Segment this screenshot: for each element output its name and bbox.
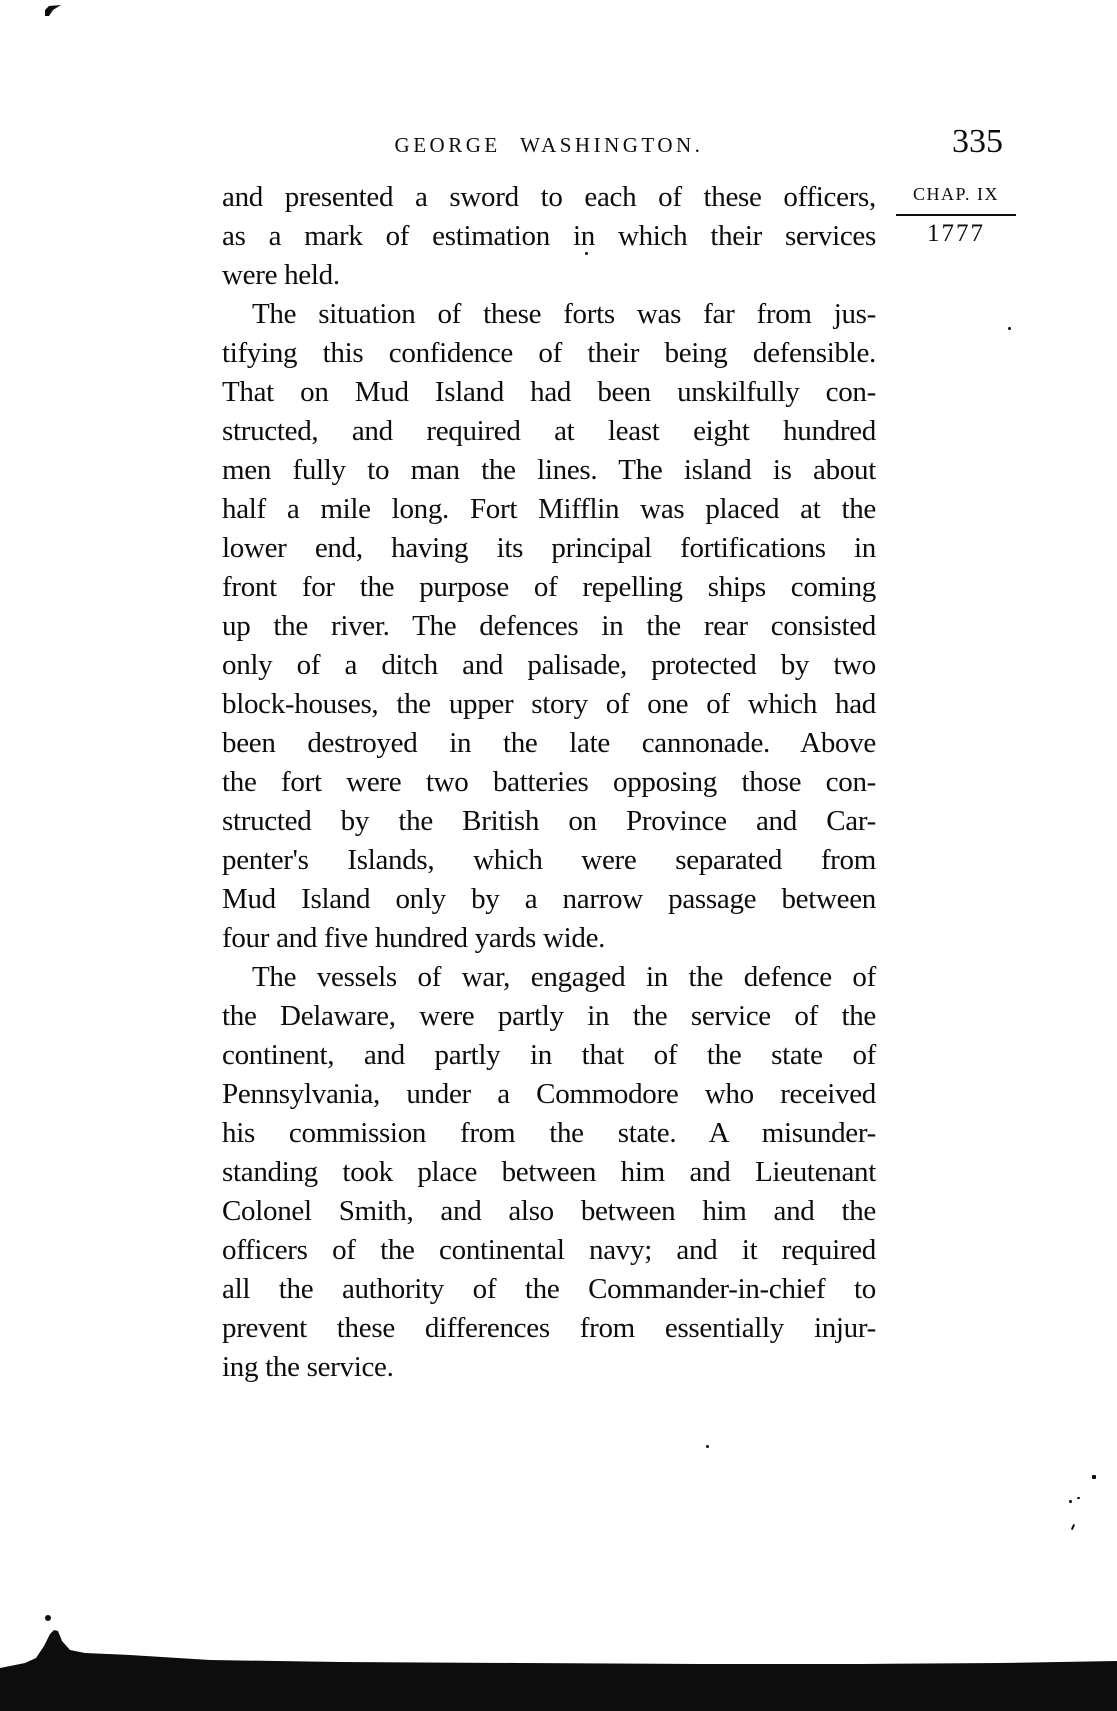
- chapter-label: CHAP. IX: [912, 184, 999, 204]
- paragraph: [222, 958, 876, 1387]
- text-line: as a mark of estimation in which their services: [222, 220, 876, 252]
- page-number: 335: [952, 123, 1003, 160]
- text-line: standing took place between him and Lieutenant: [222, 1156, 876, 1188]
- paragraph: [222, 178, 876, 295]
- paragraph: [222, 295, 876, 958]
- text-line: only of a ditch and palisade, protected by two: [222, 649, 876, 681]
- text-line: all the authority of the Commander-in-chief to: [222, 1273, 876, 1305]
- text-line: structed by the British on Province and Car-: [222, 805, 876, 837]
- ink-speck: [1071, 1524, 1075, 1530]
- running-header: GEORGE WASHINGTON.: [394, 133, 704, 157]
- text-line: front for the purpose of repelling ships coming: [222, 571, 876, 603]
- text-line: The vessels of war, engaged in the defence of: [252, 961, 876, 993]
- text-line: structed, and required at least eight hundred: [222, 415, 876, 447]
- ink-speck: [585, 252, 588, 255]
- margin-rule: [896, 214, 1016, 216]
- body-text: [222, 178, 876, 1387]
- text-line: prevent these differences from essentially injur-: [222, 1312, 876, 1344]
- scan-bottom-artifact: [0, 1611, 1117, 1711]
- text-line: lower end, having its principal fortifications in: [222, 532, 876, 564]
- text-line: That on Mud Island had been unskilfully con-: [222, 376, 876, 408]
- ink-speck: [1069, 1500, 1072, 1503]
- text-line: the fort were two batteries opposing those con-: [222, 766, 876, 798]
- text-line: tifying this confidence of their being defensible.: [222, 337, 876, 369]
- ink-speck: [706, 1445, 709, 1448]
- text-line: officers of the continental navy; and it required: [222, 1234, 876, 1266]
- text-line: Mud Island only by a narrow passage between: [222, 883, 876, 915]
- ink-speck: [1077, 1497, 1080, 1499]
- ink-speck: [1092, 1475, 1096, 1479]
- text-line: The situation of these forts was far from jus-: [252, 298, 876, 330]
- text-line: continent, and partly in that of the state of: [222, 1039, 876, 1071]
- text-line: his commission from the state. A misunder-: [222, 1117, 876, 1149]
- text-line: up the river. The defences in the rear consisted: [222, 610, 876, 642]
- ink-speck: [1008, 327, 1011, 330]
- text-line: ing the service.: [222, 1351, 394, 1383]
- text-line: half a mile long. Fort Mifflin was placed at the: [222, 493, 876, 525]
- text-line: four and five hundred yards wide.: [222, 922, 606, 954]
- text-line: been destroyed in the late cannonade. Above: [222, 727, 876, 759]
- text-line: and presented a sword to each of these officers,: [222, 181, 876, 213]
- text-line: the Delaware, were partly in the service of the: [222, 1000, 876, 1032]
- text-line: block-houses, the upper story of one of which had: [222, 688, 876, 720]
- scan-corner-mark-icon: [40, 2, 66, 20]
- text-line: Pennsylvania, under a Commodore who received: [222, 1078, 876, 1110]
- text-line: men fully to man the lines. The island is about: [222, 454, 876, 486]
- text-line: penter's Islands, which were separated from: [222, 844, 876, 876]
- text-line: were held.: [222, 259, 340, 291]
- year-label: 1777: [927, 220, 985, 247]
- text-line: Colonel Smith, and also between him and the: [222, 1195, 876, 1227]
- margin-note: [896, 184, 1016, 248]
